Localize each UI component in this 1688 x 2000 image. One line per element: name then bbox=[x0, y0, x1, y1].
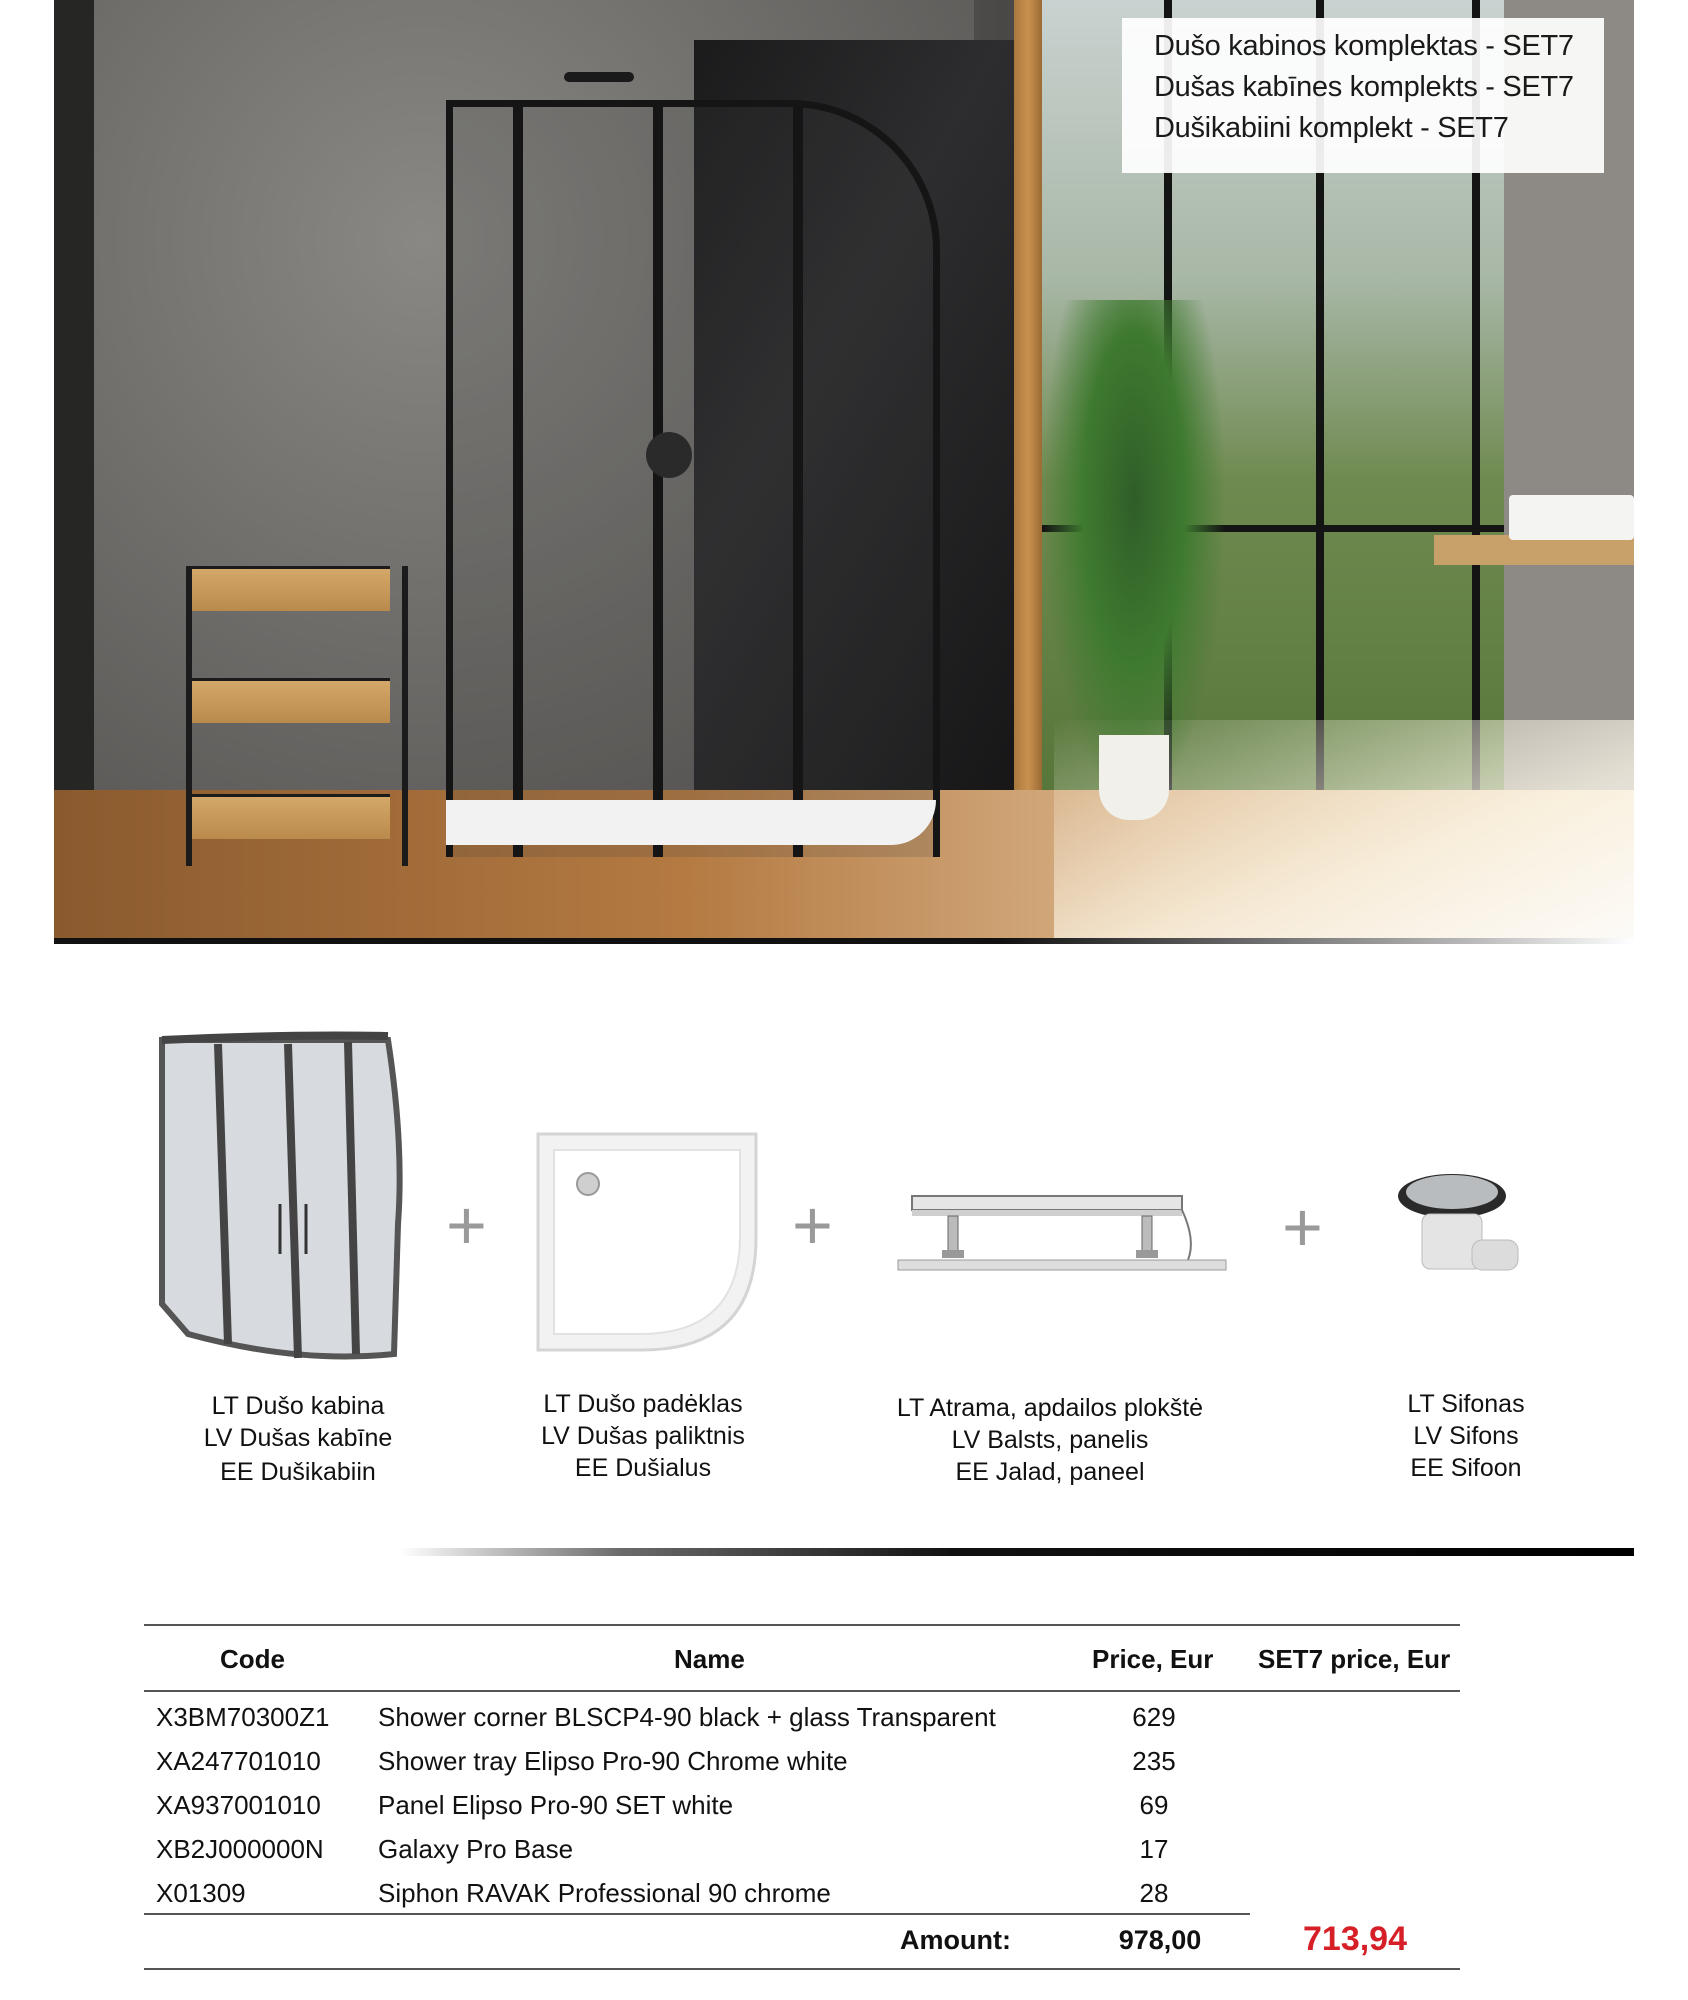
wooden-beam bbox=[1014, 0, 1042, 820]
row-code: X3BM70300Z1 bbox=[156, 1702, 330, 1732]
header-name: Name bbox=[674, 1644, 745, 1674]
caption-line: EE Jalad, paneel bbox=[955, 1458, 1145, 1486]
caption-line: EE Dušialus bbox=[574, 1454, 712, 1482]
row-code: XA937001010 bbox=[156, 1790, 321, 1820]
caption-line: LT Dušo padėklas bbox=[543, 1390, 743, 1418]
divider-line bbox=[54, 938, 1634, 944]
amount-label: Amount: bbox=[900, 1925, 1011, 1955]
row-code: XB2J000000N bbox=[156, 1834, 324, 1864]
set-title-lv: Dušas kabīnes komplekts - SET7 bbox=[1154, 71, 1574, 103]
row-price: 235 bbox=[1132, 1746, 1176, 1776]
plus-sign: + bbox=[446, 1186, 487, 1264]
caption-line: LV Dušas paliktnis bbox=[541, 1422, 745, 1450]
shower-cabin-image bbox=[148, 1024, 408, 1374]
shower-tray bbox=[446, 800, 936, 845]
row-name: Panel Elipso Pro-90 SET white bbox=[378, 1790, 734, 1820]
cabin-profile bbox=[513, 107, 523, 857]
row-name: Shower corner BLSCP4-90 black + glass Transparent bbox=[378, 1702, 996, 1732]
caption-line: LT Sifonas bbox=[1407, 1390, 1525, 1418]
siphon-image bbox=[1396, 1170, 1526, 1290]
set-title-lt: Dušo kabinos komplektas - SET7 bbox=[1154, 30, 1574, 62]
caption-line: LT Atrama, apdailos plokštė bbox=[896, 1394, 1204, 1422]
set7-price: 713,94 bbox=[1303, 1920, 1407, 1958]
caption-line: EE Dušikabiin bbox=[220, 1458, 376, 1486]
header-set-price: SET7 price, Eur bbox=[1258, 1644, 1451, 1674]
set-title-box bbox=[1122, 18, 1604, 173]
header-code: Code bbox=[220, 1644, 285, 1674]
set-title-ee: Dušikabiini komplekt - SET7 bbox=[1154, 112, 1509, 144]
shower-cabin bbox=[446, 100, 940, 857]
cabin-profile bbox=[793, 107, 803, 857]
amount-value: 978,00 bbox=[1118, 1925, 1202, 1955]
rows-bottom-rule bbox=[144, 1913, 1250, 1915]
caption-siphon bbox=[1346, 1388, 1586, 1484]
header-price: Price, Eur bbox=[1092, 1644, 1214, 1674]
row-price: 629 bbox=[1132, 1702, 1176, 1732]
trolley-shelf bbox=[192, 794, 390, 839]
plus-sign: + bbox=[792, 1186, 833, 1264]
shower-tray-image bbox=[532, 1128, 762, 1358]
row-name: Galaxy Pro Base bbox=[378, 1834, 574, 1864]
caption-line: LV Dušas kabīne bbox=[203, 1424, 393, 1452]
caption-shower-tray bbox=[488, 1388, 798, 1484]
caption-panel-support bbox=[860, 1392, 1240, 1488]
table-bottom-rule bbox=[144, 1968, 1460, 1970]
row-price: 17 bbox=[1139, 1834, 1169, 1864]
table-top-rule bbox=[144, 1624, 1460, 1626]
row-name: Shower tray Elipso Pro-90 Chrome white bbox=[378, 1746, 848, 1776]
caption-line: LT Dušo kabina bbox=[211, 1392, 385, 1420]
row-name: Siphon RAVAK Professional 90 chrome bbox=[378, 1878, 831, 1908]
row-price: 69 bbox=[1139, 1790, 1169, 1820]
trolley bbox=[186, 566, 408, 866]
sink bbox=[1509, 495, 1634, 540]
trolley-shelf bbox=[192, 566, 390, 611]
row-code: XA247701010 bbox=[156, 1746, 321, 1776]
cabin-profile bbox=[653, 107, 663, 857]
divider-line bbox=[400, 1548, 1634, 1556]
caption-line: EE Sifoon bbox=[1410, 1454, 1522, 1482]
row-code: X01309 bbox=[156, 1878, 246, 1908]
row-price: 28 bbox=[1139, 1878, 1169, 1908]
caption-line: LV Balsts, panelis bbox=[951, 1426, 1149, 1454]
shower-mixer bbox=[646, 432, 692, 478]
trolley-shelf bbox=[192, 678, 390, 723]
plant bbox=[1044, 300, 1224, 800]
shower-head bbox=[564, 72, 634, 82]
plant-pot bbox=[1099, 735, 1169, 820]
plus-sign: + bbox=[1282, 1188, 1323, 1266]
header-rule bbox=[144, 1690, 1460, 1692]
caption-shower-cabin bbox=[148, 1390, 448, 1488]
panel-support-image bbox=[896, 1190, 1230, 1280]
caption-line: LV Sifons bbox=[1413, 1422, 1519, 1450]
